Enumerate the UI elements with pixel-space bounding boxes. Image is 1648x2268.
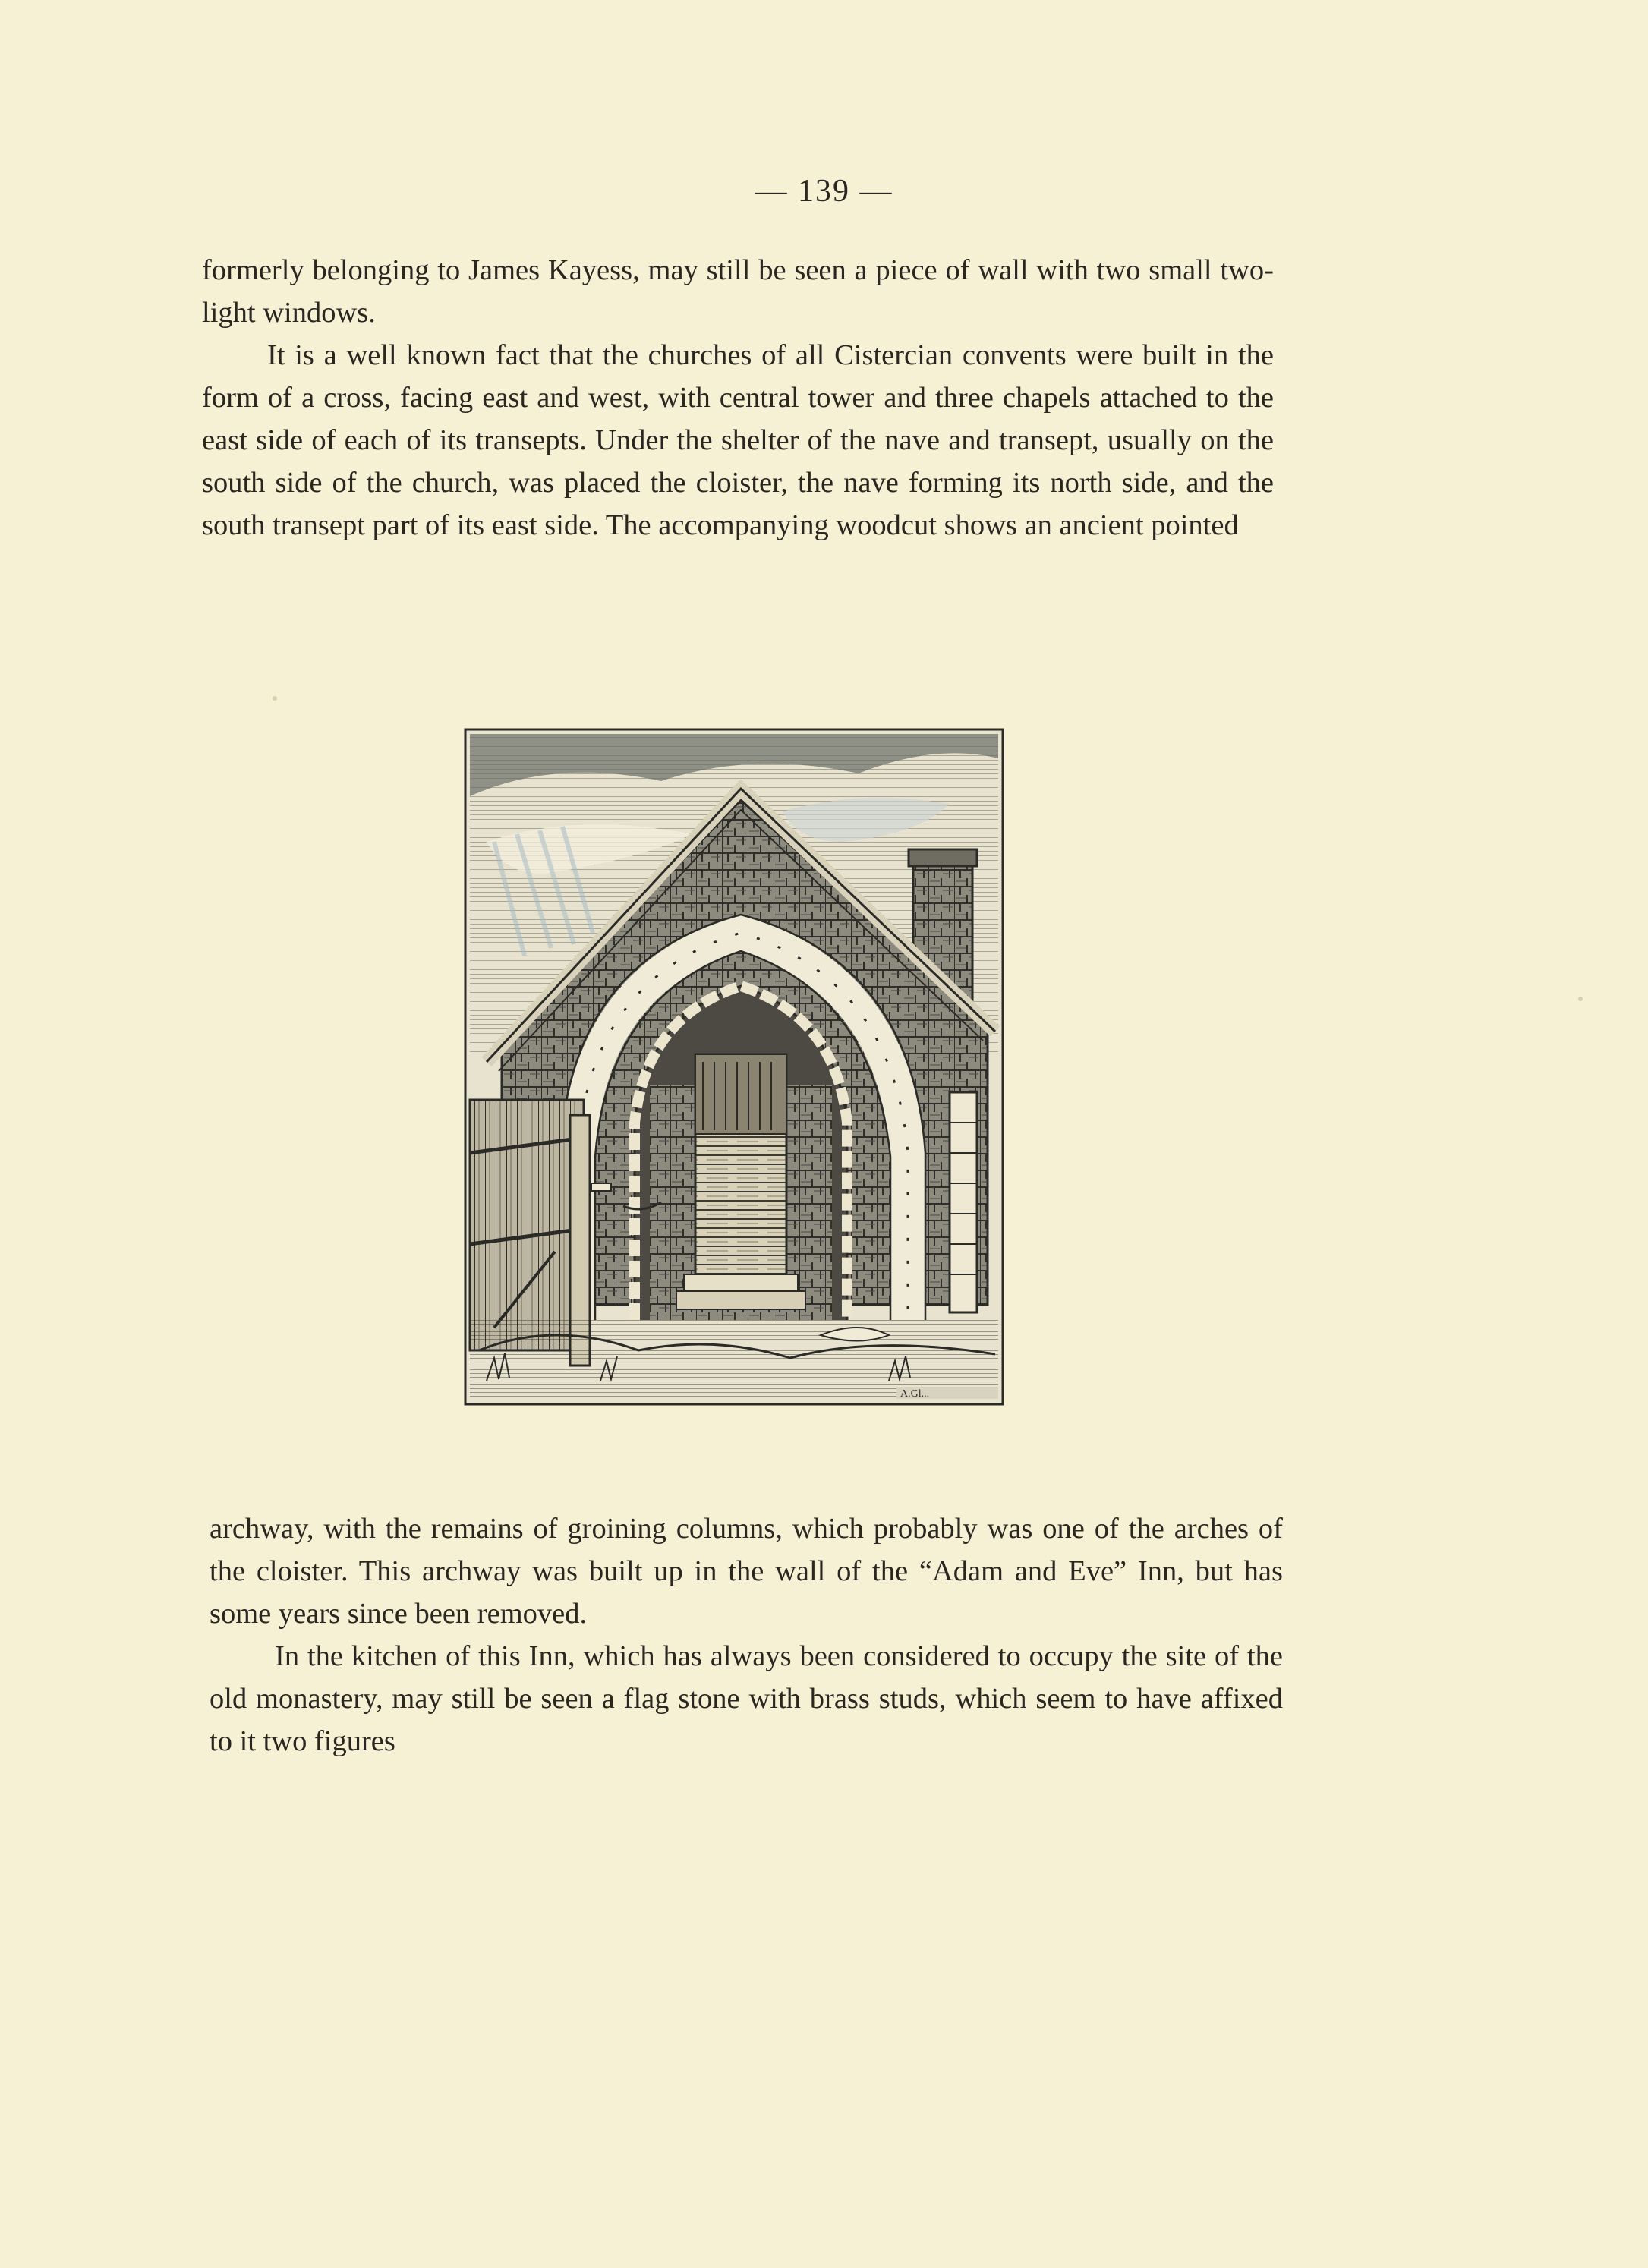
ground [470, 1320, 998, 1398]
body-text-top [202, 249, 1274, 547]
wooden-fence [470, 1100, 584, 1350]
groining-column [950, 1092, 977, 1312]
woodcut-illustration [464, 728, 1004, 1406]
paragraph-kitchen: In the kitchen of this Inn, which has always been considered to occupy the site of the old monastery, may still be seen a flag stone with brass studs, which seem to have affixed to it two figures [210, 1640, 1283, 1757]
page-number: — 139 — [755, 174, 893, 209]
paragraph-cistercian: It is a well known fact that the churches of all Cistercian convents were built in the form of a cross, facing east and west, with central tower and three chapels attached to the east side of each of its transepts. Under the shelter of the nave and transept, usually on the south side of the church, was placed the cloister, the nave forming its north side, and the south transept part of its east side. The accompanying woodcut shows an ancient pointed [202, 339, 1274, 541]
paragraph-archway: archway, with the remains of groining columns, which probably was one of the arches of the cloister. This archway was built up in the wall of the “Adam and Eve” Inn, but has some years since been removed. [210, 1513, 1283, 1630]
engraver-signature: A.Gl... [900, 1388, 930, 1400]
paper-speck [1578, 997, 1583, 1001]
body-text-bottom [210, 1507, 1283, 1762]
paragraph-continued: formerly belonging to James Kayess, may still be seen a piece of wall with two small two-light windows. [202, 254, 1274, 329]
paper-speck [273, 696, 277, 701]
